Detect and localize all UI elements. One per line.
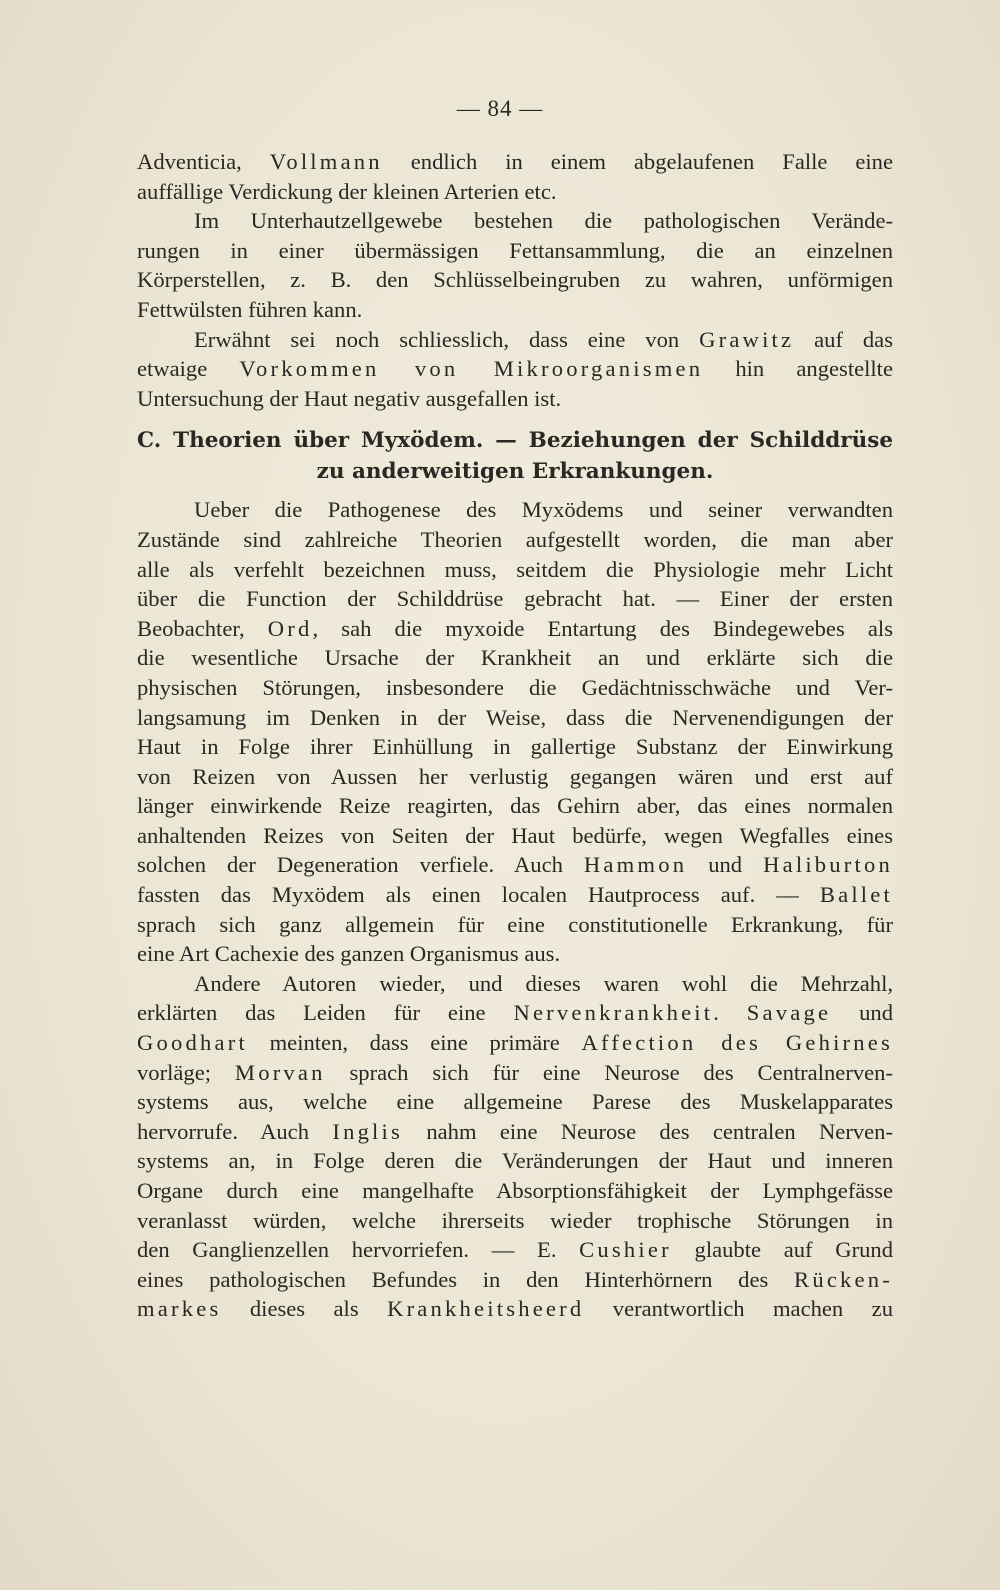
text-line: eines pathologischen Befundes in den Hinterhörnern des Rücken- xyxy=(137,1266,893,1292)
spaced-name: Hammon xyxy=(583,852,688,878)
text-line: Untersuchung der Haut negativ ausgefallen ist. xyxy=(137,385,562,411)
text-line: etwaige Vorkommen von Mikroorganismen hin angestellte xyxy=(137,356,893,382)
text-line: länger einwirkende Reize reagirten, das Gehirn aber, das eines normalen xyxy=(137,793,893,819)
text-line: Ueber die Pathogenese des Myxödems und seiner verwandten xyxy=(194,497,893,523)
spaced-name: markes xyxy=(137,1296,222,1322)
text-line: solchen der Degeneration verfiele. Auch Hammon und Haliburton xyxy=(137,852,893,878)
spaced-name: Ballet xyxy=(819,882,893,908)
text-line: Körperstellen, z. B. den Schlüsselbeingruben zu wahren, unförmigen xyxy=(137,267,893,293)
section-heading-line-1: C. Theorien über Myxödem. — Beziehungen der Schilddrüse xyxy=(137,428,893,454)
page-number: — 84 — xyxy=(456,96,544,121)
section-heading-line-2: zu anderweitigen Erkrankungen. xyxy=(316,459,714,485)
spaced-name: Savage xyxy=(746,1000,832,1026)
text-line: veranlasst würden, welche ihrerseits wieder trophische Störungen in xyxy=(137,1207,893,1233)
spaced-name: Rücken- xyxy=(794,1266,893,1292)
body-text xyxy=(137,147,893,1324)
text-line: sprach sich ganz allgemein für eine constitutionelle Erkrankung, für xyxy=(137,911,893,937)
text-line: anhaltenden Reizes von Seiten der Haut bedürfe, wegen Wegfalles eines xyxy=(137,822,893,848)
spaced-name: Inglis xyxy=(332,1118,404,1144)
spaced-name: Affection des Gehirnes xyxy=(581,1030,893,1056)
text-line: auffällige Verdickung der kleinen Arterien etc. xyxy=(137,178,557,204)
text-line: den Ganglienzellen hervorriefen. — E. Cushier glaubte auf Grund xyxy=(137,1237,893,1263)
spaced-name: Nervenkrankheit xyxy=(513,1000,714,1026)
text-line: Erwähnt sei noch schliesslich, dass eine von Grawitz auf das xyxy=(194,326,894,352)
text-line: vorläge; Morvan sprach sich für eine Neurose des Centralnerven- xyxy=(137,1059,893,1085)
text-line: Adventicia, Vollmann endlich in einem abgelaufenen Falle eine xyxy=(137,149,894,174)
text-line: systems aus, welche eine allgemeine Parese des Muskelapparates xyxy=(137,1089,893,1115)
text-line: eine Art Cachexie des ganzen Organismus aus. xyxy=(137,941,561,967)
spaced-name: Ord xyxy=(267,615,313,641)
spaced-name: Vorkommen von Mikroorganismen xyxy=(239,356,704,382)
spaced-name: Cushier xyxy=(579,1237,672,1263)
text-line: die wesentliche Ursache der Krankheit an und erklärte sich die xyxy=(137,645,893,671)
text-line: von Reizen von Aussen her verlustig gegangen wären und erst auf xyxy=(137,763,893,789)
spaced-name: Vollmann xyxy=(269,149,383,174)
text-line: Goodhart meinten, dass eine primäre Affection des Gehirnes xyxy=(137,1030,893,1056)
spaced-name: Krankheitsheerd xyxy=(387,1296,585,1322)
text-line: markes dieses als Krankheitsheerd verantwortlich machen zu xyxy=(137,1296,893,1322)
text-line: hervorrufe. Auch Inglis nahm eine Neurose des centralen Nerven- xyxy=(137,1118,893,1144)
text-line: Beobachter, Ord, sah die myxoide Entartung des Bindegewebes als xyxy=(137,615,893,641)
spaced-name: Haliburton xyxy=(763,852,893,878)
text-line: erklärten das Leiden für eine Nervenkrankheit. Savage und xyxy=(137,1000,893,1026)
text-line: systems an, in Folge deren die Veränderungen der Haut und inneren xyxy=(137,1148,893,1174)
text-line: Zustände sind zahlreiche Theorien aufgestellt worden, die man aber xyxy=(137,526,893,552)
text-line: Andere Autoren wieder, und dieses waren wohl die Mehrzahl, xyxy=(194,970,893,996)
text-line: Organe durch eine mangelhafte Absorptionsfähigkeit der Lymphgefässe xyxy=(137,1178,893,1203)
text-line: Im Unterhautzellgewebe bestehen die pathologischen Verände- xyxy=(194,208,893,234)
text-line: langsamung im Denken in der Weise, dass die Nervenendigungen der xyxy=(137,704,893,730)
text-line: fassten das Myxödem als einen localen Hautprocess auf. — Ballet xyxy=(137,882,893,908)
spaced-name: Morvan xyxy=(234,1059,326,1085)
text-line: rungen in einer übermässigen Fettansammlung, die an einzelnen xyxy=(137,237,893,263)
text-line: Haut in Folge ihrer Einhüllung in gallertige Substanz der Einwirkung xyxy=(137,734,893,760)
text-line: physischen Störungen, insbesondere die Gedächtnisschwäche und Ver- xyxy=(137,674,893,700)
spaced-name: Grawitz xyxy=(699,326,795,352)
text-line: über die Function der Schilddrüse gebracht hat. — Einer der ersten xyxy=(137,586,893,612)
text-line: Fettwülsten führen kann. xyxy=(137,296,363,322)
text-line: alle als verfehlt bezeichnen muss, seitdem die Physiologie mehr Licht xyxy=(137,556,893,582)
spaced-name: Goodhart xyxy=(137,1030,248,1056)
